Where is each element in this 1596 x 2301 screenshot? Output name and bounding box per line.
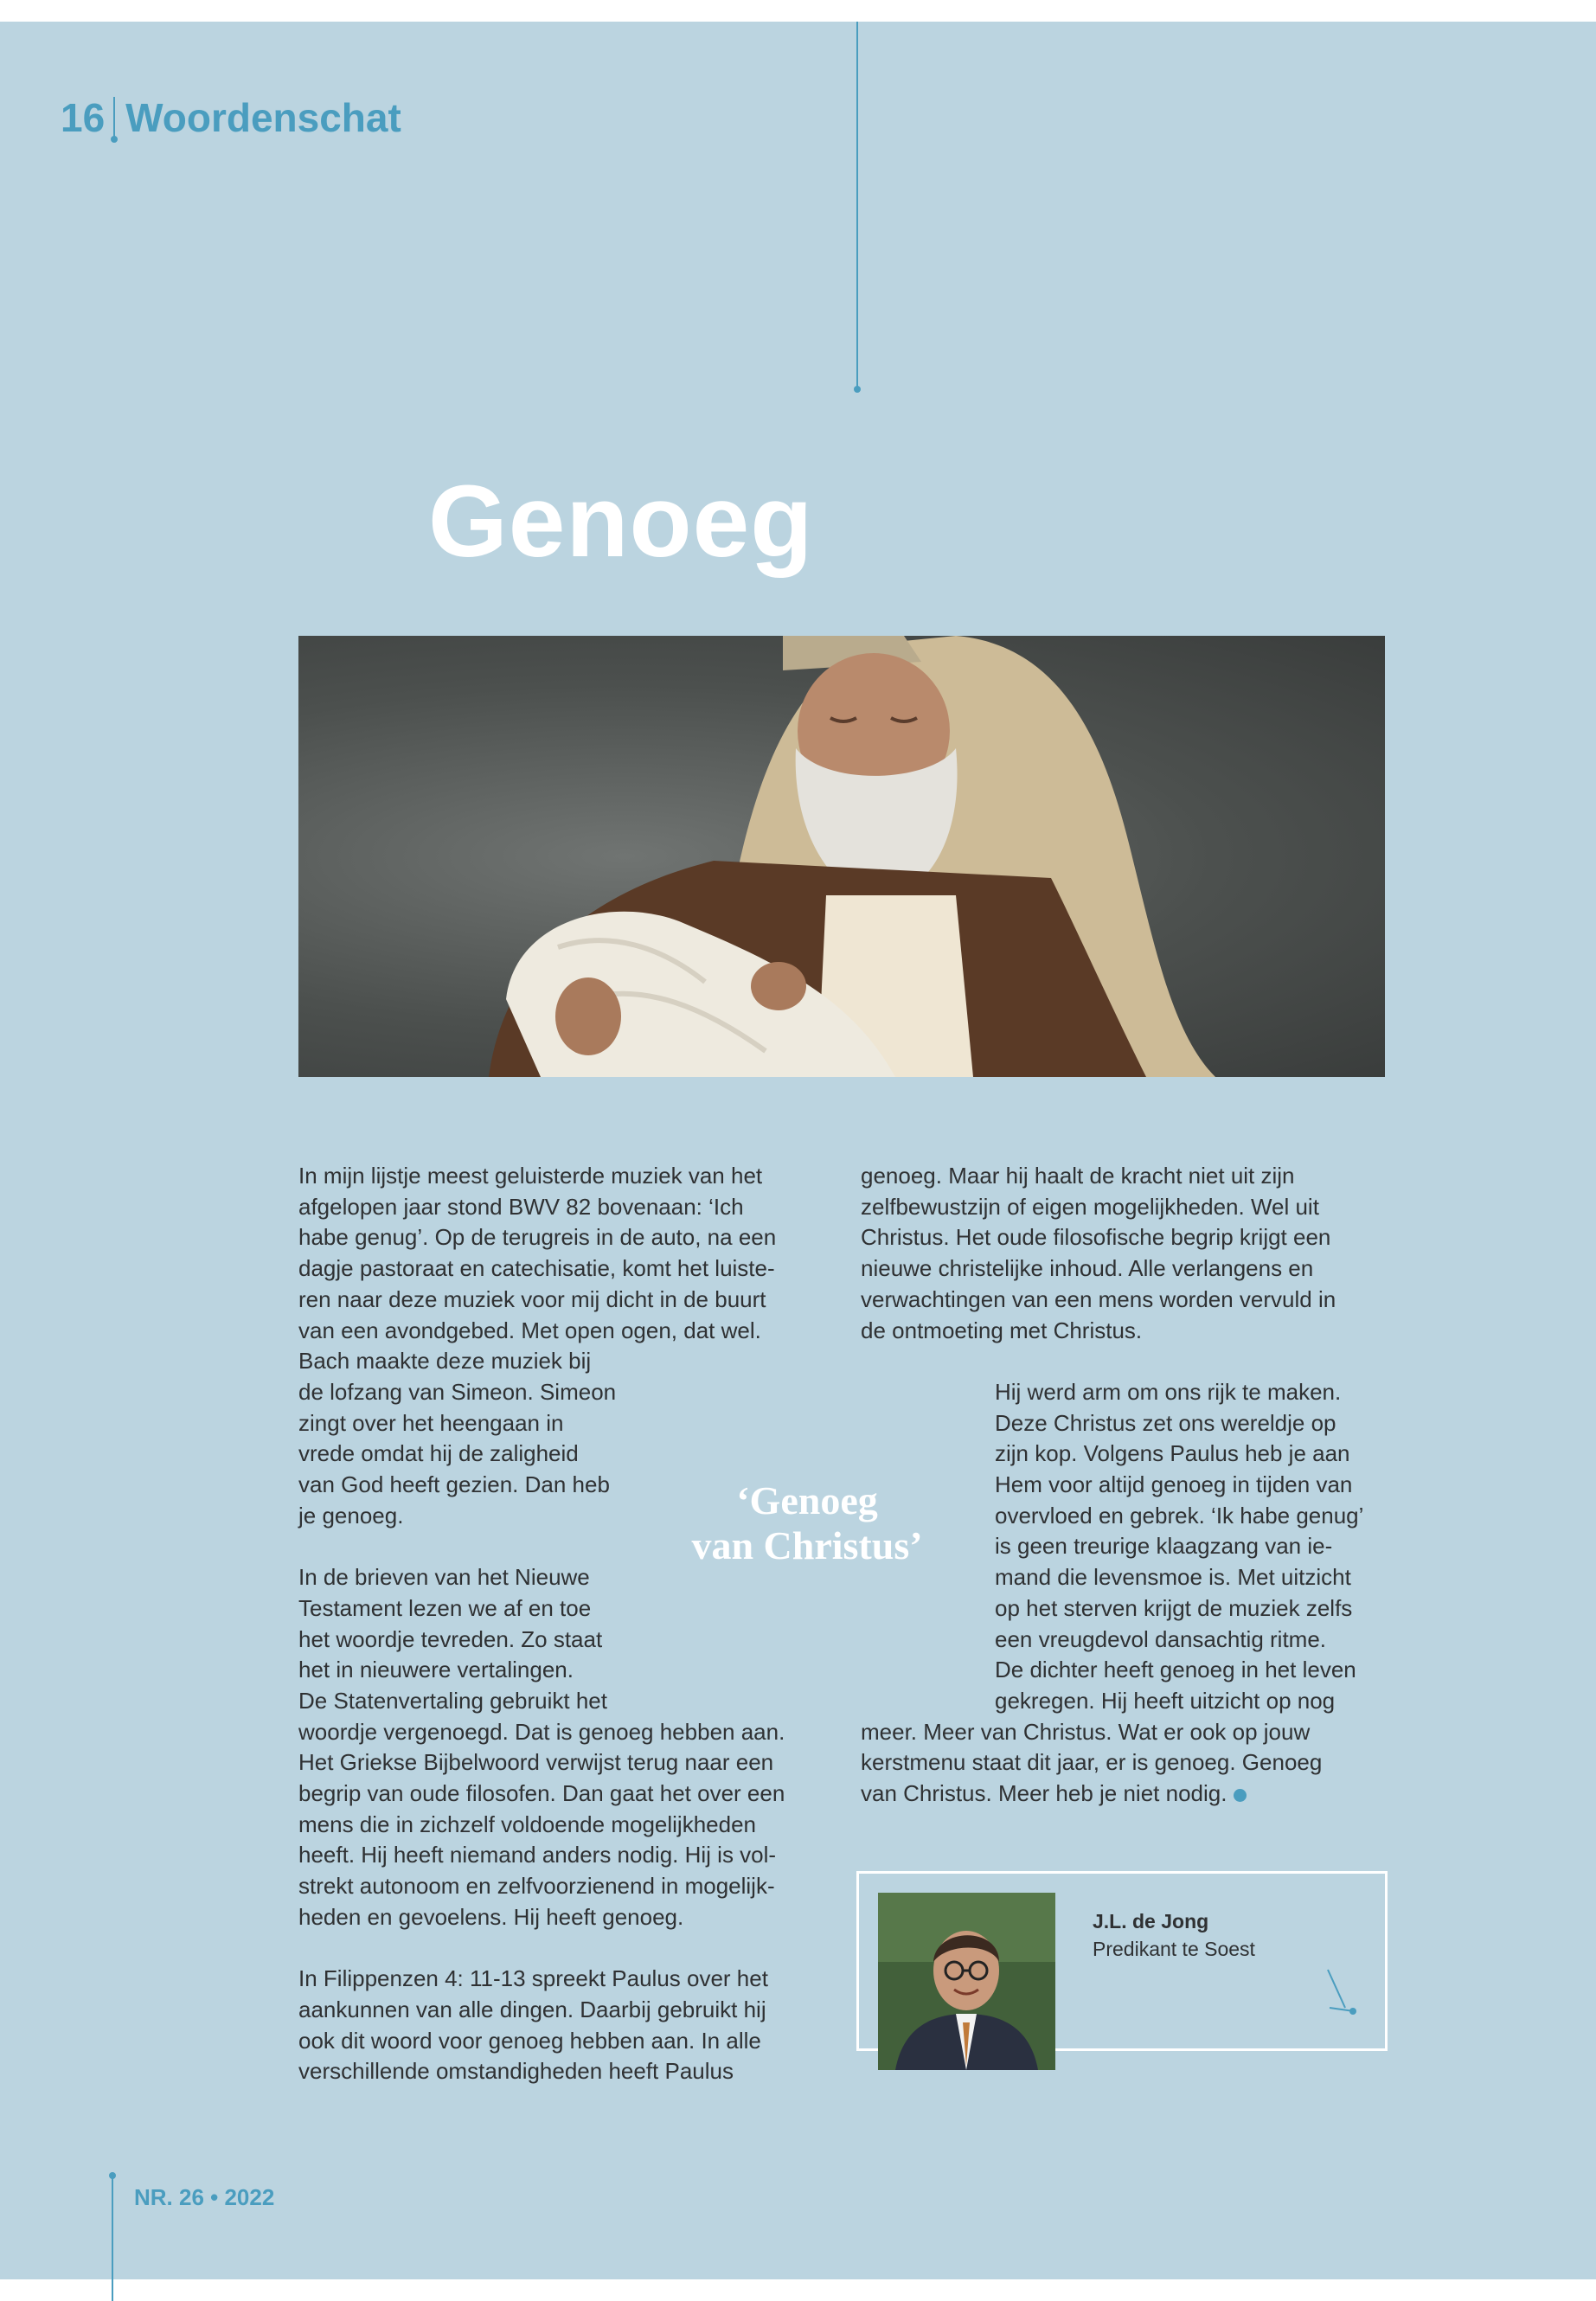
author-photo: [878, 1893, 1055, 2070]
paragraph-filippenzen: [298, 1964, 826, 2087]
simeon-illustration: [298, 636, 1385, 1077]
author-name: J.L. de Jong: [1093, 1910, 1209, 1932]
text-line: overvloed en gebrek. ‘Ik habe genug’: [995, 1502, 1364, 1529]
decorative-line-icon: [1324, 1966, 1359, 2018]
text-line: Deze Christus zet ons wereldje op: [995, 1409, 1336, 1436]
text-line: heeft. Hij heeft niemand anders nodig. Hij is vol-: [298, 1842, 777, 1868]
text-line: De dichter heeft genoeg in het leven: [995, 1657, 1356, 1683]
text-line: In Filippenzen 4: 11-13 spreekt Paulus over het: [298, 1965, 768, 1992]
left-text-column: [298, 1161, 826, 2087]
text-line: verschillende omstandigheden heeft Paulus: [298, 2058, 734, 2085]
text-line: mand die levensmoe is. Met uitzicht: [995, 1564, 1351, 1591]
bottom-divider-line: [112, 2176, 113, 2301]
top-divider-line: [856, 22, 858, 389]
text-line: de ontmoeting met Christus.: [861, 1317, 1143, 1343]
page-number: 16: [61, 95, 106, 140]
text-line: de lofzang van Simeon. Simeon: [298, 1378, 617, 1405]
text-line: woordje vergenoegd. Dat is genoeg hebben aan.: [298, 1718, 785, 1745]
pull-quote-line: ‘Genoeg: [736, 1478, 878, 1522]
right-text-column: [861, 1161, 1388, 1810]
text-line: vrede omdat hij de zaligheid: [298, 1440, 579, 1467]
text-line: De Statenvertaling gebruikt het: [298, 1687, 607, 1714]
text-line: dagje pastoraat en catechisatie, komt het luiste-: [298, 1255, 775, 1282]
text-line: Bach maakte deze muziek bij: [298, 1348, 592, 1375]
text-line: het woordje tevreden. Zo staat: [298, 1625, 603, 1652]
text-line: kerstmenu staat dit jaar, er is genoeg. Genoeg: [861, 1749, 1323, 1776]
text-line: zijn kop. Volgens Paulus heb je aan: [995, 1440, 1350, 1467]
article-end-dot-icon: [1234, 1789, 1247, 1802]
text-line: In de brieven van het Nieuwe: [298, 1564, 590, 1591]
text-line: zelfbewustzijn of eigen mogelijkheden. Wel uit: [861, 1193, 1319, 1220]
text-line: gekregen. Hij heeft uitzicht op nog: [995, 1687, 1336, 1714]
issue-footer: NR. 26 • 2022: [134, 2184, 275, 2210]
text-line: meer. Meer van Christus. Wat er ook op jouw: [861, 1718, 1311, 1745]
text-line: van Christus. Meer heb je niet nodig.: [861, 1780, 1227, 1807]
text-line: strekt autonoom en zelfvoorzienend in mogelijk-: [298, 1873, 775, 1900]
author-role: Predikant te Soest: [1093, 1938, 1255, 1960]
text-line: je genoeg.: [298, 1502, 404, 1529]
article-photo-simeon-with-child: [298, 636, 1385, 1077]
paragraph-intro: [298, 1161, 826, 1531]
text-line: een vreugdevol dansachtig ritme.: [995, 1625, 1327, 1652]
text-line: genoeg. Maar hij haalt de kracht niet uit zijn: [861, 1163, 1295, 1189]
section-title: Woordenschat: [125, 95, 401, 140]
text-line: van God heeft gezien. Dan heb: [298, 1471, 610, 1498]
paragraph-christus: [861, 1161, 1388, 1346]
text-line: begrip van oude filosofen. Dan gaat het over een: [298, 1780, 785, 1807]
text-line: verwachtingen van een mens worden vervuld in: [861, 1285, 1336, 1312]
text-line: In mijn lijstje meest geluisterde muziek van het: [298, 1163, 763, 1189]
magazine-page: [0, 22, 1596, 2279]
text-line: zingt over het heengaan in: [298, 1409, 564, 1436]
page-header: [61, 94, 401, 141]
text-line: van een avondgebed. Met open ogen, dat wel.: [298, 1317, 761, 1343]
text-line: is geen treurige klaagzang van ie-: [995, 1533, 1333, 1560]
text-line: afgelopen jaar stond BWV 82 bovenaan: ‘Ich: [298, 1193, 744, 1220]
author-portrait: [878, 1893, 1055, 2070]
text-line: Christus. Het oude filosofische begrip krijgt een: [861, 1224, 1331, 1251]
text-line: mens die in zichzelf voldoende mogelijkheden: [298, 1811, 756, 1837]
author-box: [856, 1871, 1388, 2051]
text-line: habe genug’. Op de terugreis in de auto, na een: [298, 1224, 777, 1251]
text-line: ook dit woord voor genoeg hebben aan. In alle: [298, 2027, 761, 2054]
text-line: Hem voor altijd genoeg in tijden van: [995, 1471, 1353, 1498]
article-title: Genoeg: [428, 465, 814, 579]
text-line: Testament lezen we af en toe: [298, 1594, 592, 1621]
text-line: op het sterven krijgt de muziek zelfs: [995, 1594, 1353, 1621]
header-divider: [113, 97, 115, 138]
pull-quote-line: van Christus’: [691, 1523, 923, 1567]
text-line: Het Griekse Bijbelwoord verwijst terug naar een: [298, 1749, 774, 1776]
text-line: ren naar deze muziek voor mij dicht in de buurt: [298, 1285, 766, 1312]
paragraph-arm-rijk: [861, 1377, 1388, 1810]
text-line: het in nieuwere vertalingen.: [298, 1657, 574, 1683]
text-line: aankunnen van alle dingen. Daarbij gebruikt hij: [298, 1996, 766, 2022]
text-line: Hij werd arm om ons rijk te maken.: [995, 1378, 1342, 1405]
text-line: heden en gevoelens. Hij heeft genoeg.: [298, 1903, 684, 1930]
text-line: nieuwe christelijke inhoud. Alle verlangens en: [861, 1255, 1314, 1282]
paragraph-tevreden: [298, 1562, 826, 1932]
